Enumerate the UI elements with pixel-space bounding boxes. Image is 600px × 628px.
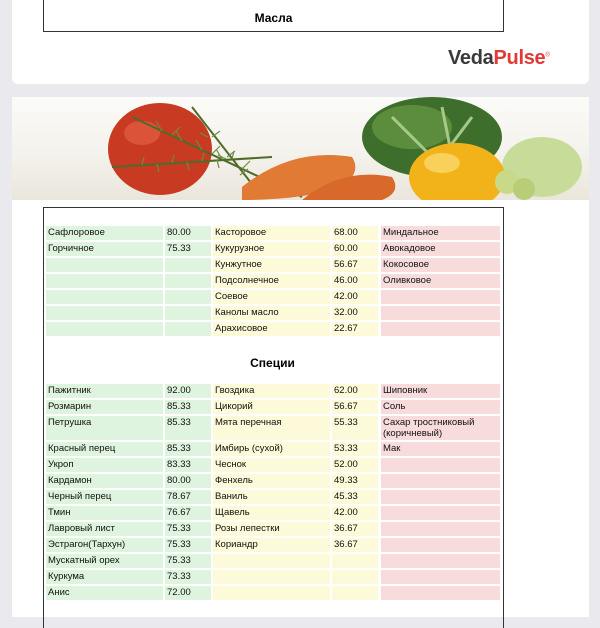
good-food-score: 85.33 bbox=[165, 442, 211, 456]
section-title-oils: Масла bbox=[254, 11, 293, 25]
neutral-food-name: Кориандр bbox=[213, 538, 330, 552]
table-row bbox=[44, 322, 501, 336]
page-2 bbox=[12, 97, 589, 617]
neutral-food-score: 68.00 bbox=[332, 226, 378, 240]
vedapulse-logo bbox=[448, 47, 550, 70]
good-food-score: 75.33 bbox=[165, 522, 211, 536]
good-food-score: 85.33 bbox=[165, 400, 211, 414]
good-food-name bbox=[46, 306, 163, 320]
table-row bbox=[44, 570, 501, 584]
good-food-name: Черный перец bbox=[46, 490, 163, 504]
neutral-food-name bbox=[213, 570, 330, 584]
table-row bbox=[44, 554, 501, 568]
neutral-food-score: 55.33 bbox=[332, 416, 378, 440]
bad-food-name: Мак bbox=[381, 442, 500, 456]
neutral-food-score: 42.00 bbox=[332, 290, 378, 304]
table-row bbox=[44, 258, 501, 272]
neutral-food-score: 60.00 bbox=[332, 242, 378, 256]
good-food-score: 72.00 bbox=[165, 586, 211, 600]
good-food-score: 92.00 bbox=[165, 384, 211, 398]
good-food-score: 75.33 bbox=[165, 242, 211, 256]
neutral-food-name: Кукурузное bbox=[213, 242, 330, 256]
good-food-name: Тмин bbox=[46, 506, 163, 520]
table-row bbox=[44, 474, 501, 488]
bad-food-name bbox=[381, 490, 500, 504]
neutral-food-score: 49.33 bbox=[332, 474, 378, 488]
logo-text-veda: Veda bbox=[448, 47, 494, 69]
neutral-food-score: 36.67 bbox=[332, 538, 378, 552]
bad-food-name bbox=[381, 506, 500, 520]
neutral-food-name bbox=[213, 586, 330, 600]
good-food-score bbox=[165, 306, 211, 320]
good-food-name: Мускатный орех bbox=[46, 554, 163, 568]
table-row bbox=[44, 586, 501, 600]
page-1-fragment bbox=[12, 0, 589, 84]
table-row bbox=[44, 274, 501, 288]
neutral-food-name: Гвоздика bbox=[213, 384, 330, 398]
table-row bbox=[44, 522, 501, 536]
neutral-food-name: Подсолнечное bbox=[213, 274, 330, 288]
neutral-food-score bbox=[332, 554, 378, 568]
neutral-food-name: Кунжутное bbox=[213, 258, 330, 272]
good-food-name bbox=[46, 274, 163, 288]
neutral-food-name: Имбирь (сухой) bbox=[213, 442, 330, 456]
table-row bbox=[44, 226, 501, 240]
good-food-score: 76.67 bbox=[165, 506, 211, 520]
neutral-food-name: Соевое bbox=[213, 290, 330, 304]
neutral-food-score: 46.00 bbox=[332, 274, 378, 288]
neutral-food-name: Мята перечная bbox=[213, 416, 330, 440]
neutral-food-name: Канолы масло bbox=[213, 306, 330, 320]
good-food-score: 85.33 bbox=[165, 416, 211, 440]
table-row bbox=[44, 538, 501, 552]
good-food-score: 80.00 bbox=[165, 474, 211, 488]
table-row bbox=[44, 442, 501, 456]
bad-food-name: Кокосовое bbox=[381, 258, 500, 272]
good-food-name bbox=[46, 290, 163, 304]
bad-food-name bbox=[381, 290, 500, 304]
table-row bbox=[44, 506, 501, 520]
neutral-food-score: 42.00 bbox=[332, 506, 378, 520]
good-food-name: Розмарин bbox=[46, 400, 163, 414]
table-row bbox=[44, 306, 501, 320]
bad-food-name: Шиповник bbox=[381, 384, 500, 398]
good-food-score: 78.67 bbox=[165, 490, 211, 504]
vegetables-banner-image bbox=[12, 97, 589, 200]
good-food-name: Куркума bbox=[46, 570, 163, 584]
good-food-name: Красный перец bbox=[46, 442, 163, 456]
good-food-score bbox=[165, 290, 211, 304]
neutral-food-name bbox=[213, 554, 330, 568]
good-food-name: Петрушка bbox=[46, 416, 163, 440]
table-row bbox=[44, 400, 501, 414]
neutral-food-score: 22.67 bbox=[332, 322, 378, 336]
table-row bbox=[44, 416, 501, 440]
table-row bbox=[44, 458, 501, 472]
bad-food-name: Миндальное bbox=[381, 226, 500, 240]
bad-food-name bbox=[381, 586, 500, 600]
neutral-food-name: Чеснок bbox=[213, 458, 330, 472]
good-food-score: 73.33 bbox=[165, 570, 211, 584]
neutral-food-score bbox=[332, 586, 378, 600]
vegetables-illustration bbox=[12, 97, 589, 200]
good-food-name: Сафлоровое bbox=[46, 226, 163, 240]
neutral-food-name: Ваниль bbox=[213, 490, 330, 504]
bad-food-name: Авокадовое bbox=[381, 242, 500, 256]
good-food-score bbox=[165, 274, 211, 288]
logo-text-pulse: Pulse bbox=[493, 47, 546, 69]
good-food-name: Анис bbox=[46, 586, 163, 600]
bad-food-name bbox=[381, 474, 500, 488]
bad-food-name bbox=[381, 538, 500, 552]
neutral-food-score: 36.67 bbox=[332, 522, 378, 536]
good-food-name: Эстрагон(Тархун) bbox=[46, 538, 163, 552]
table-row bbox=[44, 384, 501, 398]
food-table bbox=[43, 207, 504, 628]
bad-food-name bbox=[381, 554, 500, 568]
good-food-name bbox=[46, 322, 163, 336]
table-row bbox=[44, 242, 501, 256]
neutral-food-name: Касторовое bbox=[213, 226, 330, 240]
good-food-score: 83.33 bbox=[165, 458, 211, 472]
good-food-name: Горчичное bbox=[46, 242, 163, 256]
neutral-food-score: 32.00 bbox=[332, 306, 378, 320]
good-food-score: 80.00 bbox=[165, 226, 211, 240]
neutral-food-score: 62.00 bbox=[332, 384, 378, 398]
good-food-name: Лавровый лист bbox=[46, 522, 163, 536]
table-row bbox=[44, 490, 501, 504]
bad-food-name: Оливковое bbox=[381, 274, 500, 288]
good-food-score: 75.33 bbox=[165, 538, 211, 552]
neutral-food-name: Розы лепестки bbox=[213, 522, 330, 536]
oils-table-bottom bbox=[43, 0, 504, 32]
good-food-score: 75.33 bbox=[165, 554, 211, 568]
good-food-name: Пажитник bbox=[46, 384, 163, 398]
neutral-food-score: 56.67 bbox=[332, 400, 378, 414]
table-row bbox=[44, 290, 501, 304]
bad-food-name bbox=[381, 522, 500, 536]
neutral-food-name: Фенхель bbox=[213, 474, 330, 488]
section-title-spices: Специи bbox=[250, 356, 295, 370]
good-food-score bbox=[165, 258, 211, 272]
bad-food-name: Сахар тростниковый (коричневый) bbox=[381, 416, 500, 440]
good-food-name: Кардамон bbox=[46, 474, 163, 488]
good-food-name: Укроп bbox=[46, 458, 163, 472]
logo-registered-mark: ® bbox=[545, 52, 550, 59]
bad-food-name bbox=[381, 458, 500, 472]
neutral-food-name: Цикорий bbox=[213, 400, 330, 414]
good-food-name bbox=[46, 258, 163, 272]
neutral-food-score: 56.67 bbox=[332, 258, 378, 272]
neutral-food-name: Щавель bbox=[213, 506, 330, 520]
bad-food-name bbox=[381, 322, 500, 336]
bad-food-name bbox=[381, 306, 500, 320]
neutral-food-score: 53.33 bbox=[332, 442, 378, 456]
good-food-score bbox=[165, 322, 211, 336]
neutral-food-score: 52.00 bbox=[332, 458, 378, 472]
neutral-food-score: 45.33 bbox=[332, 490, 378, 504]
bad-food-name bbox=[381, 570, 500, 584]
neutral-food-score bbox=[332, 570, 378, 584]
neutral-food-name: Арахисовое bbox=[213, 322, 330, 336]
bad-food-name: Соль bbox=[381, 400, 500, 414]
